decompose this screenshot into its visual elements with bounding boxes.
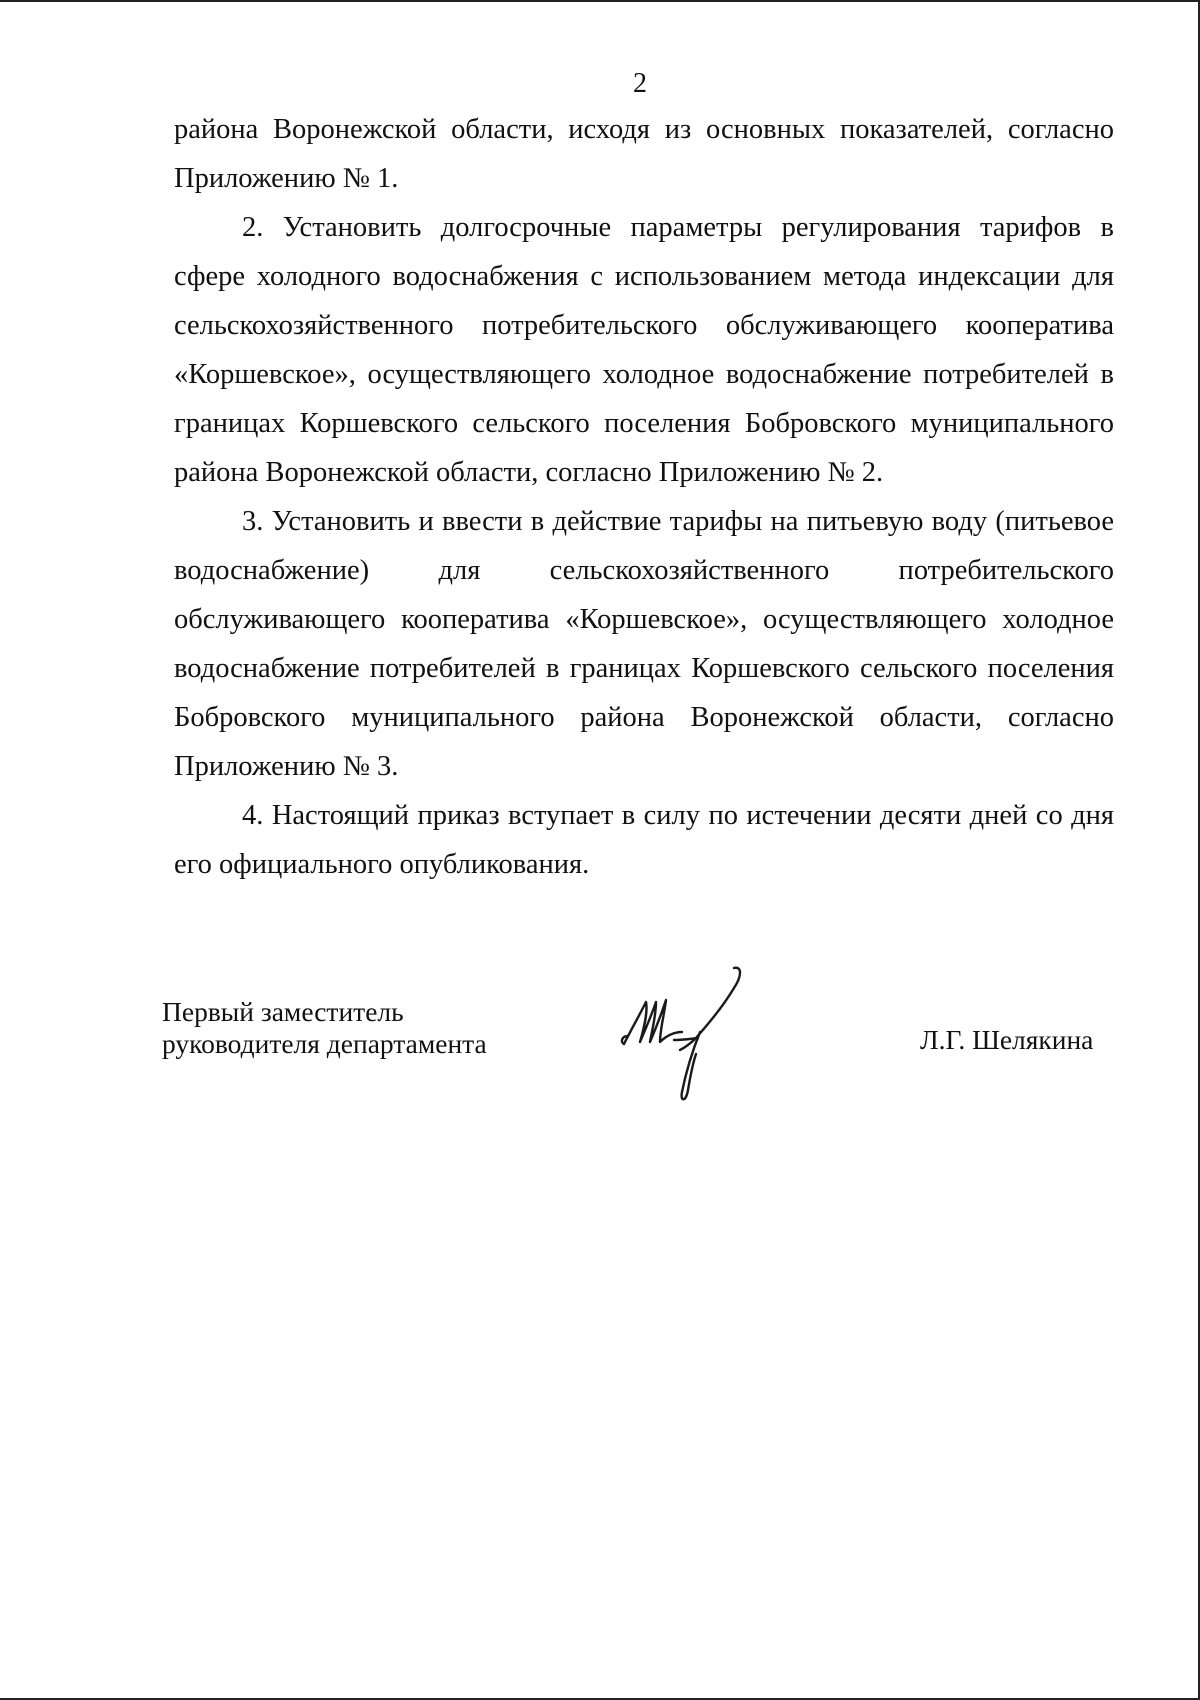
paragraph-item-3: 3. Установить и ввести в действие тарифы на питьевую воду (питьевое водоснабжение) для сельскохозяйственного потребительского обслуживающего кооператива «Коршевское», осуществляющего холодное водоснабжение потребителей в границах Коршевского сельского поселения Бобровского муниципального района Воронежской области, согласно Приложению № 3.	[174, 506, 1114, 782]
signatory-position-line-2: руководителя департамента	[162, 1028, 487, 1059]
signatory-position	[162, 996, 487, 1060]
signatory-position-line-1: Первый заместитель	[162, 996, 404, 1027]
paragraph-item-4: 4. Настоящий приказ вступает в силу по истечении десяти дней со дня его официального опубликования.	[174, 800, 1114, 880]
paragraph-continuation: района Воронежской области, исходя из основных показателей, согласно Приложению № 1.	[174, 114, 1114, 194]
document-body	[174, 105, 1114, 889]
paragraph-item-2: 2. Установить долгосрочные параметры регулирования тарифов в сфере холодного водоснабжения с использованием метода индексации для сельскохозяйственного потребительского обслуживающего кооператива «Коршевское», осуществляющего холодное водоснабжение потребителей в границах Коршевского сельского поселения Бобровского муниципального района Воронежской области, согласно Приложению № 2.	[174, 212, 1114, 488]
page-number: 2	[633, 68, 647, 99]
handwritten-signature	[616, 962, 766, 1112]
signatory-name: Л.Г. Шелякина	[920, 1024, 1094, 1055]
